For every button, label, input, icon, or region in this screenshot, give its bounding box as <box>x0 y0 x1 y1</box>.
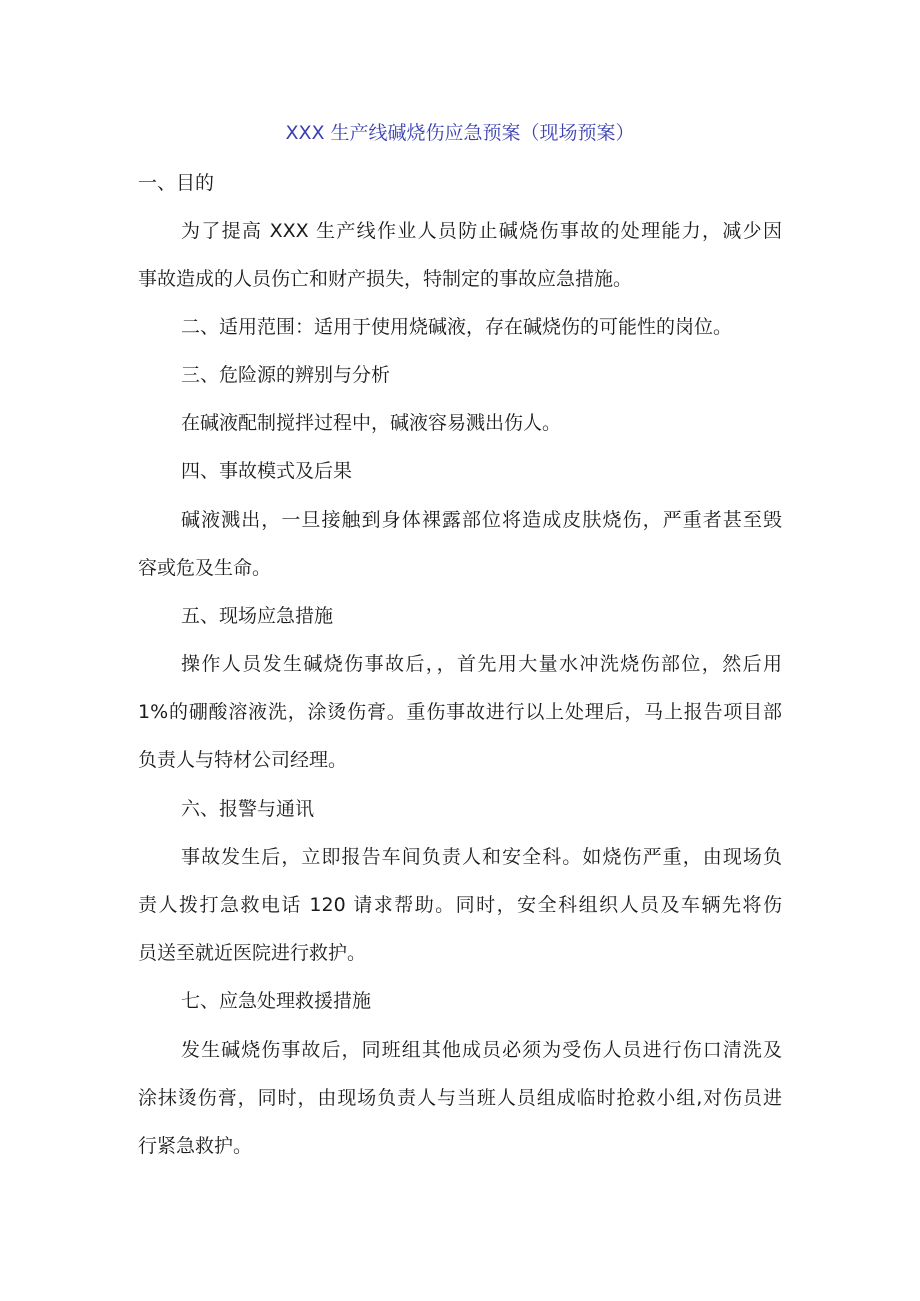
paragraph-line: 员送至就近医院进行救护。 <box>138 942 367 964</box>
section-heading-scope: 二、适用范围：适用于使用烧碱液，存在碱烧伤的可能性的岗位。 <box>181 316 733 338</box>
paragraph-line: 事故发生后，立即报告车间负责人和安全科。如烧伤严重，由现场负 <box>181 846 782 868</box>
paragraph-line: 1%的硼酸溶液洗，涂烫伤膏。重伤事故进行以上处理后，马上报告项目部 <box>138 701 782 723</box>
document-title: XXX 生产线碱烧伤应急预案（现场预案） <box>285 122 635 144</box>
paragraph-line: 负责人与特材公司经理。 <box>138 749 348 771</box>
paragraph-line: 操作人员发生碱烧伤事故后，，首先用大量水冲洗烧伤部位，然后用 <box>181 653 782 675</box>
paragraph-line: 行紧急救护。 <box>138 1135 253 1157</box>
section-heading-hazard: 三、危险源的辨别与分析 <box>181 364 391 386</box>
section-heading-alarm: 六、报警与通讯 <box>181 798 315 820</box>
paragraph-line: 碱液溅出，一旦接触到身体裸露部位将造成皮肤烧伤，严重者甚至毁 <box>181 509 782 531</box>
paragraph-line: 涂抹烫伤膏，同时，由现场负责人与当班人员组成临时抢救小组,对伤员进 <box>138 1087 782 1109</box>
paragraph-line: 为了提高 XXX 生产线作业人员防止碱烧伤事故的处理能力，减少因 <box>181 220 782 242</box>
section-heading-purpose: 一、目的 <box>138 172 215 194</box>
section-heading-consequences: 四、事故模式及后果 <box>181 460 353 482</box>
paragraph-line: 在碱液配制搅拌过程中，碱液容易溅出伤人。 <box>181 412 562 434</box>
paragraph-line: 事故造成的人员伤亡和财产损失，特制定的事故应急措施。 <box>138 268 633 290</box>
paragraph-line: 发生碱烧伤事故后，同班组其他成员必须为受伤人员进行伤口清洗及 <box>181 1039 782 1061</box>
section-heading-onsite-measures: 五、现场应急措施 <box>181 605 334 627</box>
paragraph-line: 容或危及生命。 <box>138 557 272 579</box>
section-heading-rescue: 七、应急处理救援措施 <box>181 990 372 1012</box>
paragraph-line: 责人拨打急救电话 120 请求帮助。同时，安全科组织人员及车辆先将伤 <box>138 894 782 916</box>
